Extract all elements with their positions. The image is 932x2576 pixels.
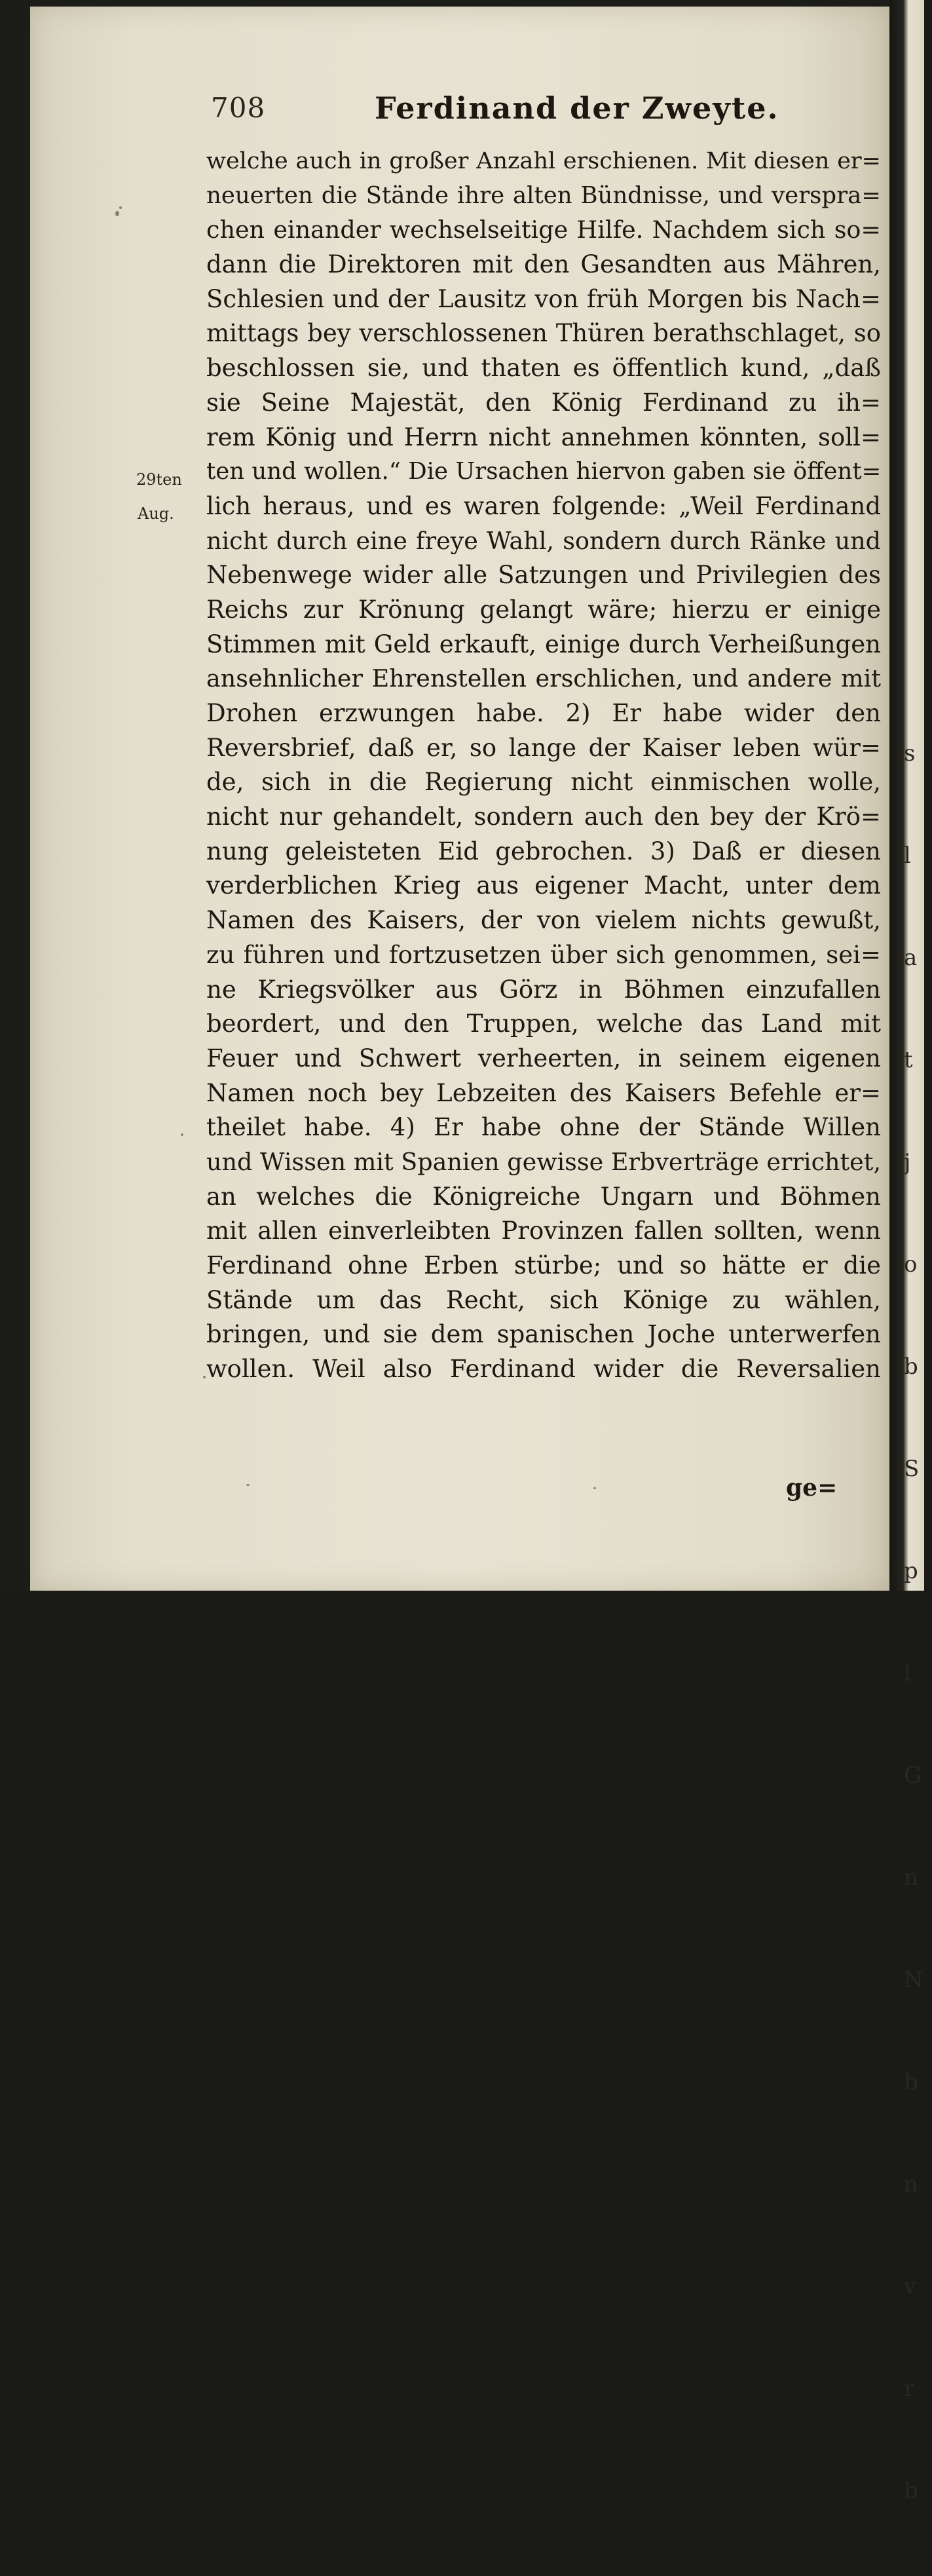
text-line: Drohen erzwungen habe. 2) Er habe wider den [206,699,881,727]
adjacent-page-letter: b [904,2478,918,2504]
body-text [206,144,881,1387]
adjacent-page-letter: n [904,1865,918,1891]
text-line: beordert, und den Truppen, welche das Land mit [206,1010,881,1038]
text-line: welche auch in großer Anzahl erschienen. Mit diesen er= [206,148,881,174]
text-line: nicht nur gehandelt, sondern auch den bey der Krö= [206,803,881,831]
margin-note-month: Aug. [138,504,174,523]
adjacent-page-letter: n [904,2171,918,2197]
text-line: Nebenwege wider alle Satzungen und Privilegien des [206,561,881,590]
page-header [211,92,879,131]
adjacent-page-letter: S [904,1456,920,1482]
text-line: verderblichen Krieg aus eigener Macht, unter dem [206,871,881,900]
text-line: Stände um das Recht, sich Könige zu wählen, [206,1285,881,1314]
text-line: mittags bey verschlossenen Thüren berathschlaget, so [206,319,881,348]
text-line: ten und wollen.“ Die Ursachen hiervon gaben sie öffent= [206,458,882,485]
running-title: Ferdinand der Zweyte. [375,90,779,126]
adjacent-page-letter: a [904,945,918,971]
adjacent-page-letter: r [904,2376,915,2402]
ink-speck [246,1484,250,1486]
text-line: und Wissen mit Spanien gewisse Erbverträge errichtet, [206,1147,882,1176]
adjacent-page-letter: b [904,2069,918,2095]
text-line: nung geleisteten Eid gebrochen. 3) Daß er diesen [206,837,881,865]
text-line: dann die Direktoren mit den Gesandten aus Mähren, [206,250,881,279]
adjacent-page-letter: l [904,843,911,869]
catchword: ge= [786,1474,838,1502]
text-line: zu führen und fortzusetzen über sich genommen, sei= [206,940,881,969]
page-number: 708 [211,92,266,124]
adjacent-page-fragments [904,668,923,2576]
text-line: beschlossen sie, und thaten es öffentlich kund, „daß [206,354,881,383]
adjacent-page-letter: b [904,1354,918,1380]
ink-speck [203,1376,206,1378]
text-line: Namen des Kaisers, der von vielem nichts gewußt, [206,906,881,935]
text-line: de, sich in die Regierung nicht einmischen wolle, [206,768,881,797]
text-line: Ferdinand ohne Erben stürbe; und so hätte er die [206,1251,881,1279]
adjacent-page-letter: G [904,1762,922,1789]
text-line: lich heraus, und es waren folgende: „Weil Ferdinand [206,491,881,520]
adjacent-page-letter: p [904,1558,918,1584]
text-line: mit allen einverleibten Provinzen fallen sollten, wenn [206,1217,881,1245]
adjacent-page-letter: j [904,1149,911,1175]
text-line: theilet habe. 4) Er habe ohne der Stände Willen [206,1113,881,1142]
adjacent-page-letter: v [904,2273,917,2300]
text-line: bringen, und sie dem spanischen Joche unterwerfen [206,1320,881,1349]
text-line: Schlesien und der Lausitz von früh Morgen bis Nach= [206,284,881,313]
text-line: nicht durch eine freye Wahl, sondern durch Ränke und [206,526,881,555]
text-line: neuerten die Stände ihre alten Bündnisse, und verspra= [206,181,881,209]
ink-speck [593,1487,596,1489]
ink-speck [181,1133,183,1136]
text-line: sie Seine Majestät, den König Ferdinand zu ih= [206,388,881,417]
text-line: ne Kriegsvölker aus Görz in Böhmen einzufallen [206,975,881,1004]
text-line: Feuer und Schwert verheerten, in seinem eigenen [206,1044,881,1072]
text-line: ansehnlicher Ehrenstellen erschlichen, und andere mit [206,664,881,693]
text-line: Stimmen mit Geld erkauft, einige durch Verheißungen [206,630,881,658]
text-line: Reichs zur Krönung gelangt wäre; hierzu er einige [206,595,881,624]
adjacent-page-letter: o [904,1251,918,1278]
adjacent-page-letter: t [904,1047,913,1073]
adjacent-page-letter: s [904,740,916,767]
ink-speck [115,211,119,216]
text-line: Reversbrief, daß er, so lange der Kaiser leben wür= [206,733,881,762]
text-line: Namen noch bey Lebzeiten des Kaisers Befehle er= [206,1078,881,1107]
text-line: chen einander wechselseitige Hilfe. Nachdem sich so= [206,216,881,244]
ink-speck [119,206,122,209]
adjacent-page-letter: l [904,1660,911,1686]
text-line: rem König und Herrn nicht annehmen könnten, soll= [206,423,881,451]
text-line: an welches die Königreiche Ungarn und Böhmen [206,1182,881,1211]
adjacent-page-letter: N [904,1967,923,1993]
text-line: wollen. Weil also Ferdinand wider die Reversalien [206,1355,881,1384]
margin-note-date: 29ten [136,470,182,489]
